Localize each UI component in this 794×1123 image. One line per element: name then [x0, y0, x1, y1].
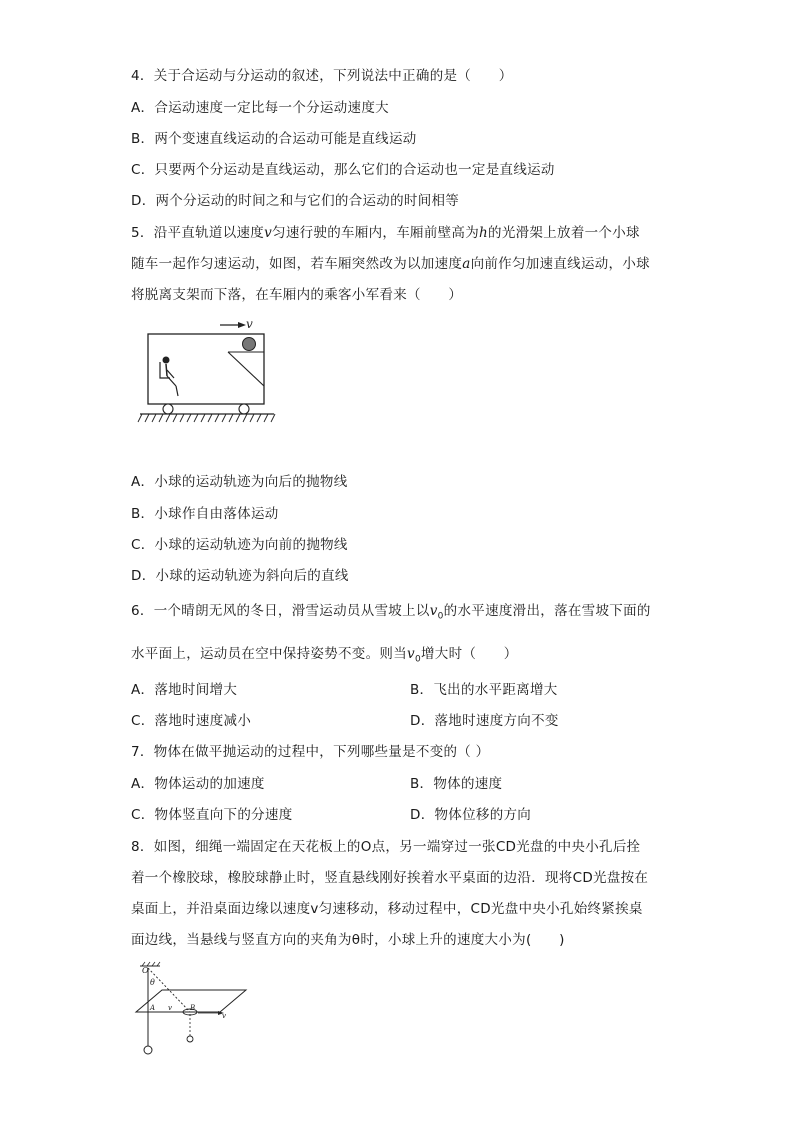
seat: [160, 362, 170, 378]
q8-stem-line1: 8．如图，细绳一端固定在天花板上的O点，另一端穿过一张CD光盘的中央小孔后拴: [131, 839, 641, 855]
q8-stem-line3: 桌面上，并沿桌面边缘以速度v匀速移动，移动过程中，CD光盘中央小孔始终紧挨桌: [131, 901, 643, 917]
q8-stem-line2: 着一个橡胶球，橡胶球静止时，竖直悬线刚好挨着水平桌面的边沿．现将CD光盘按在: [131, 870, 649, 886]
q4-stem: 4．关于合运动与分运动的叙述，下列说法中正确的是（ ）: [131, 68, 513, 84]
q6-option-a: A．落地时间增大: [131, 682, 238, 698]
point-o-label: O: [142, 966, 149, 975]
wheel-right: [239, 404, 249, 414]
point-b-label: B: [190, 1004, 196, 1012]
q8-stem-line4: 面边线，当悬线与竖直方向的夹角为θ时，小球上升的速度大小为( ): [131, 932, 565, 948]
rubber-ball: [144, 1046, 152, 1054]
ledge-support: [228, 352, 264, 386]
q4-option-b: B．两个变速直线运动的合运动可能是直线运动: [131, 131, 417, 147]
q7-option-b: B．物体的速度: [410, 776, 503, 792]
q5-option-a: A．小球的运动轨迹为向后的抛物线: [131, 474, 348, 490]
q4-option-c: C．只要两个分运动是直线运动，那么它们的合运动也一定是直线运动: [131, 162, 555, 178]
q5-option-b: B．小球作自由落体运动: [131, 506, 279, 522]
q6-option-c: C．落地时速度减小: [131, 713, 252, 729]
q8-cd-disc-figure: [128, 960, 258, 1060]
q4-option-a: A．合运动速度一定比每一个分运动速度大: [131, 100, 389, 116]
velocity-label-2: v: [222, 1012, 226, 1020]
wheel-left: [163, 404, 173, 414]
q6-option-d: D．落地时速度方向不变: [410, 713, 559, 729]
ball: [243, 338, 256, 351]
q5-option-d: D．小球的运动轨迹为斜向后的直线: [131, 568, 349, 584]
q5-train-car-figure: [128, 316, 278, 426]
q7-option-d: D．物体位移的方向: [410, 807, 532, 823]
q6-stem-line2: 水平面上，运动员在空中保持姿势不变。则当$v_0$增大时（ ）: [131, 646, 518, 665]
q6-option-b: B．飞出的水平距离增大: [410, 682, 558, 698]
ball-position-b: [187, 1036, 193, 1042]
point-a-label: A: [150, 1004, 156, 1012]
q7-option-c: C．物体竖直向下的分速度: [131, 807, 293, 823]
q4-option-d: D．两个分运动的时间之和与它们的合运动的时间相等: [131, 193, 460, 209]
velocity-label-1: v: [168, 1004, 172, 1012]
velocity-label: v: [246, 317, 253, 331]
q5-stem-line3: 将脱离支架而下落，在车厢内的乘客小军看来（ ）: [131, 287, 463, 303]
passenger-body: [166, 364, 167, 376]
q7-option-a: A．物体运动的加速度: [131, 776, 265, 792]
ground-hatching: [138, 414, 275, 422]
q5-option-c: C．小球的运动轨迹为向前的抛物线: [131, 537, 348, 553]
q7-stem: 7．物体在做平抛运动的过程中，下列哪些量是不变的（ ）: [131, 744, 490, 760]
q6-stem-line1: 6．一个晴朗无风的冬日，滑雪运动员从雪坡上以$v_0$的水平速度滑出，落在雪坡下面的: [131, 603, 651, 622]
q5-stem-line2: 随车一起作匀速运动，如图，若车厢突然改为以加速度a向前作匀加速直线运动，小球: [131, 256, 650, 272]
angle-theta-label: θ: [150, 978, 155, 987]
q5-stem-line1: 5．沿平直轨道以速度v匀速行驶的车厢内，车厢前壁高为h的光滑架上放着一个小球: [131, 225, 640, 241]
passenger-head: [163, 357, 170, 364]
